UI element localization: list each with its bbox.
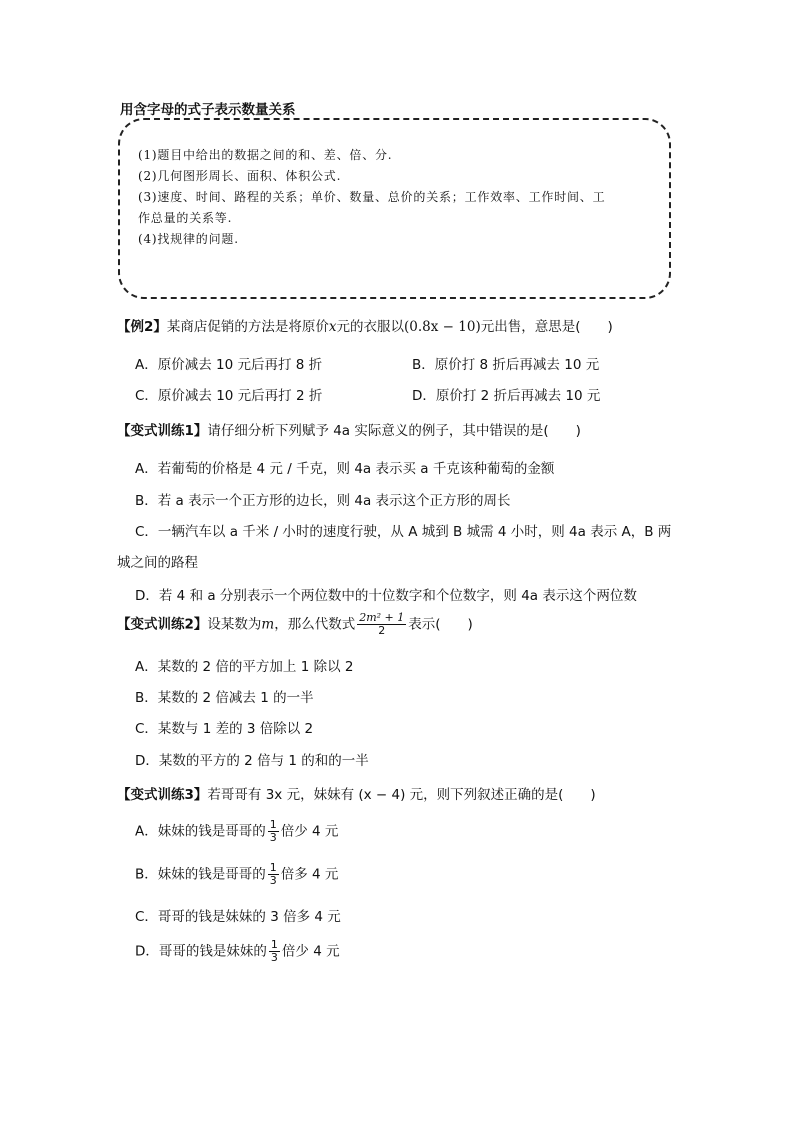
fraction-denominator: 3 [269,831,277,844]
example-2-var-x: x [328,319,337,335]
variant-3-option-b [135,862,338,887]
variant-3-option-a-fraction [268,819,279,844]
variant-1-stem: 请仔细分析下列赋予 4a 实际意义的例子，其中错误的是( ) [207,423,581,439]
example-2-option-b: B．原价打 8 折后再减去 10 元 [412,357,600,373]
variant-2-question [117,612,473,637]
example-2-option-c: C．原价减去 10 元后再打 2 折 [135,388,323,404]
variant-2-fraction [357,612,406,637]
variant-1-option-a: A．若葡萄的价格是 4 元 / 千克，则 4a 表示买 a 千克该种葡萄的金额 [135,461,555,477]
variant-3-tag: 【变式训练3】 [117,787,208,803]
box-line-1: (1)题目中给出的数据之间的和、差、倍、分. [138,148,393,162]
variant-3-option-d-fraction [269,939,280,964]
variant-2-var-m: m [261,616,275,633]
variant-3-option-d-post: 倍少 4 元 [281,943,340,960]
variant-1-option-b: B．若 a 表示一个正方形的边长，则 4a 表示这个正方形的周长 [135,493,511,509]
variant-2-option-c: C．某数与 1 差的 3 倍除以 2 [135,721,314,737]
variant-1-tag: 【变式训练1】 [117,423,208,439]
example-2-option-a: A．原价减去 10 元后再打 8 折 [135,357,323,373]
variant-1-option-c-line-1: C．一辆汽车以 a 千米 / 小时的速度行驶，从 A 城到 B 城需 4 小时，则 4a 表示 A，B 两 [135,524,672,540]
variant-3-question [117,783,596,803]
variant-2-option-b: B．某数的 2 倍减去 1 的一半 [135,690,314,706]
variant-3-option-b-pre: B．妹妹的钱是哥哥的 [135,866,266,883]
fraction-numerator: 1 [269,861,277,874]
box-line-5: (4)找规律的问题. [138,232,239,246]
variant-2-option-d: D．某数的平方的 2 倍与 1 的和的一半 [135,753,369,769]
variant-1-option-d: D．若 4 和 a 分别表示一个两位数中的十位数字和个位数字，则 4a 表示这个两位数 [135,588,637,604]
variant-3-option-d [135,939,340,964]
fraction-denominator: 3 [270,951,278,964]
variant-3-option-a-pre: A．妹妹的钱是哥哥的 [135,823,266,840]
fraction-numerator: 1 [269,818,277,831]
example-2-stem-c: 元出售，意思是( ) [480,319,613,335]
variant-3-option-a [135,819,338,844]
variant-1-question [117,419,581,439]
variant-2-tag: 【变式训练2】 [117,616,208,633]
variant-1-option-c-line-2: 城之间的路程 [117,555,198,571]
variant-2-stem-a: 设某数为 [207,616,262,633]
example-2-expression: (0.8x − 10) [404,319,481,335]
variant-3-option-b-post: 倍多 4 元 [280,866,339,883]
variant-2-stem-b: ，那么代数式 [274,616,356,633]
fraction-numerator: 1 [270,938,278,951]
example-2-stem-a: 某商店促销的方法是将原价 [166,319,329,335]
variant-3-option-d-pre: D．哥哥的钱是妹妹的 [135,943,267,960]
box-line-4: 作总量的关系等. [138,211,233,225]
variant-3-stem: 若哥哥有 3x 元，妹妹有 (x − 4) 元，则下列叙述正确的是( ) [207,787,596,803]
example-2-option-d: D．原价打 2 折后再减去 10 元 [412,388,601,404]
variant-3-option-c: C．哥哥的钱是妹妹的 3 倍多 4 元 [135,909,341,925]
example-2-stem-b: 元的衣服以 [336,319,405,335]
box-line-2: (2)几何图形周长、面积、体积公式. [138,169,342,183]
variant-2-stem-c: 表示( ) [408,616,473,633]
variant-3-option-a-post: 倍少 4 元 [280,823,339,840]
box-line-3: (3)速度、时间、路程的关系；单价、数量、总价的关系；工作效率、工作时间、工 [138,190,606,204]
variant-3-option-b-fraction [268,862,279,887]
example-2-tag: 【例2】 [117,319,167,335]
variant-2-fraction-denominator: 2 [378,624,386,637]
section-title: 用含字母的式子表示数量关系 [120,102,296,118]
fraction-denominator: 3 [269,874,277,887]
variant-2-fraction-numerator: 2m² + 1 [359,611,405,624]
example-2-question [117,315,613,335]
variant-2-option-a: A．某数的 2 倍的平方加上 1 除以 2 [135,659,354,675]
